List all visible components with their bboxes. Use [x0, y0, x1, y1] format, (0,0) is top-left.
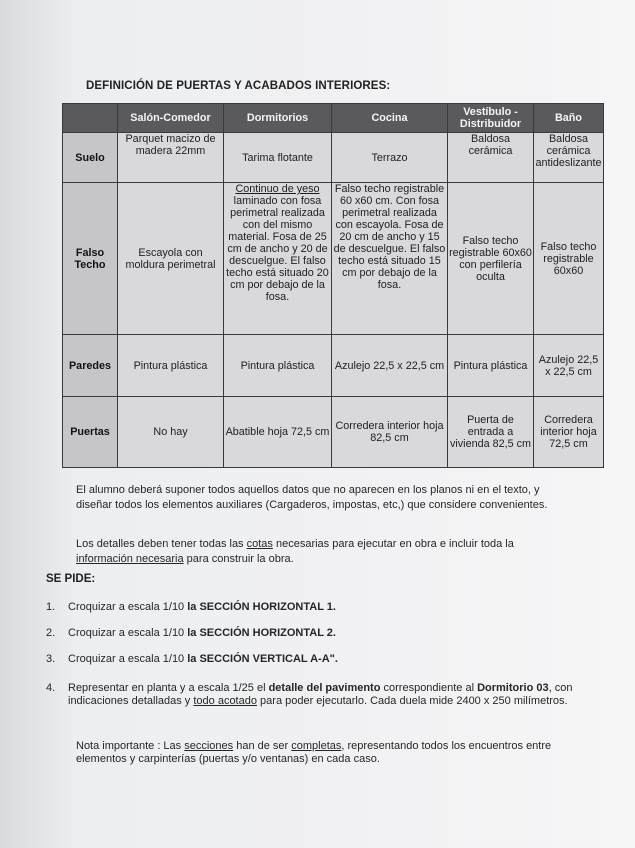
text-run: necesarias para ejecutar en obra e incluir toda la	[272, 538, 514, 550]
table-cell: Falso techo registrable 60 x60 cm. Con fosa perimetral realizada con escayola. Fosa de 20 cm de ancho y 15 de descuelgue. El falso techo está situado 15 cm por debajo de la fosa.	[332, 183, 448, 335]
list-item	[46, 682, 594, 707]
table-cell: Pintura plástica	[224, 335, 332, 397]
underlined-text: cotas	[246, 538, 273, 550]
assumptions-paragraph: El alumno deberá suponer todos aquellos datos que no aparecen en los planos ni en el texto, y diseñar todos los elementos auxiliares (Cargaderos, impostas, etc,) que considere convenientes.	[76, 484, 548, 511]
bold-text: la SECCIÓN HORIZONTAL 1.	[187, 601, 336, 613]
text-run: Nota importante : Las	[76, 740, 185, 752]
list-item	[46, 627, 594, 640]
table-cell: Corredera interior hoja 72,5 cm	[534, 397, 604, 468]
table-cell: Pintura plástica	[448, 335, 534, 397]
table-row	[63, 133, 604, 183]
row-header: Falso Techo	[63, 183, 118, 335]
underlined-text: completas	[291, 740, 342, 752]
column-header: Vestíbulo - Distribuidor	[448, 104, 534, 133]
table-cell: Falso techo registrable 60x60 con perfilería oculta	[448, 183, 534, 335]
important-note	[76, 740, 566, 766]
text-run: han de ser	[233, 740, 292, 752]
table-cell: Baldosa cerámica	[448, 133, 534, 183]
item-text	[68, 601, 594, 614]
table-cell: Baldosa cerámica antideslizante	[534, 133, 604, 183]
table-cell: Azulejo 22,5 x 22,5 cm	[534, 335, 604, 397]
table-cell: Pintura plástica	[118, 335, 224, 397]
row-header: Suelo	[63, 133, 118, 183]
column-header: Dormitorios	[224, 104, 332, 133]
underlined-prefix: Continuo de yeso	[235, 183, 320, 195]
text-run: correspondiente al	[380, 682, 478, 694]
details-paragraph	[76, 537, 558, 567]
text-run: para construir la obra.	[183, 553, 294, 565]
text-run: Croquizar a escala 1/10	[68, 627, 188, 639]
item-number: 1.	[46, 601, 56, 613]
finishes-table	[62, 103, 604, 468]
text-run: para poder ejecutarlo. Cada duela mide 2400 x 250 milímetros.	[256, 694, 568, 707]
column-header: Cocina	[332, 104, 448, 133]
item-number: 2.	[46, 627, 56, 639]
table-row	[63, 183, 604, 335]
underlined-text: todo acotado	[193, 694, 257, 707]
item-text	[68, 627, 594, 640]
bold-text: Dormitorio 03	[477, 682, 549, 694]
column-header: Baño	[534, 104, 604, 133]
bold-text: la SECCIÓN VERTICAL A-A".	[187, 653, 338, 665]
table-header-row	[63, 104, 604, 133]
text-run: Croquizar a escala 1/10	[68, 601, 188, 613]
se-pide-heading: SE PIDE:	[46, 573, 96, 585]
table-corner-cell	[63, 104, 118, 133]
table-cell: Tarima flotante	[224, 133, 332, 183]
item-text	[68, 682, 594, 707]
table-cell: No hay	[118, 397, 224, 468]
row-header: Puertas	[63, 397, 118, 468]
table-cell: Parquet macizo de madera 22mm	[118, 133, 224, 183]
table-cell-text: laminado con fosa perimetral realizada con del mismo material. Fosa de 25 cm de ancho y 20 de descuelgue. El falso techo está situado 20 cm por debajo de la fosa.	[226, 195, 329, 303]
underlined-text: secciones	[184, 740, 234, 752]
text-run: Representar en planta y a escala 1/25 el	[68, 682, 269, 694]
table-cell: Azulejo 22,5 x 22,5 cm	[332, 335, 448, 397]
table-row	[63, 335, 604, 397]
item-number: 3.	[46, 653, 56, 665]
table-cell: Falso techo registrable 60x60	[534, 183, 604, 335]
table-cell: Terrazo	[332, 133, 448, 183]
text-run: Croquizar a escala 1/10	[68, 653, 188, 665]
text-run: , con indicaciones detalladas y	[68, 682, 573, 707]
row-header: Paredes	[63, 335, 118, 397]
table-row	[63, 397, 604, 468]
column-header: Salón-Comedor	[118, 104, 224, 133]
text-run: Los detalles deben tener todas las	[76, 538, 247, 550]
table-cell: Corredera interior hoja 82,5 cm	[332, 397, 448, 468]
table-cell: Puerta de entrada a vivienda 82,5 cm	[448, 397, 534, 468]
item-text	[68, 653, 594, 666]
list-item	[46, 601, 594, 614]
underlined-text: información necesaria	[76, 553, 184, 565]
item-number: 4.	[46, 682, 56, 694]
table-cell	[224, 183, 332, 335]
table-cell: Abatible hoja 72,5 cm	[224, 397, 332, 468]
bold-text: la SECCIÓN HORIZONTAL 2.	[187, 627, 336, 639]
table-cell: Escayola con moldura perimetral	[118, 183, 224, 335]
bold-text: detalle del pavimento	[268, 682, 381, 694]
text-run: , representando todos los encuentros entre elementos y carpinterías (puertas y/o ventanas) en cada caso.	[76, 740, 552, 765]
list-item	[46, 653, 594, 666]
document-heading: DEFINICIÓN DE PUERTAS Y ACABADOS INTERIORES:	[86, 80, 391, 92]
